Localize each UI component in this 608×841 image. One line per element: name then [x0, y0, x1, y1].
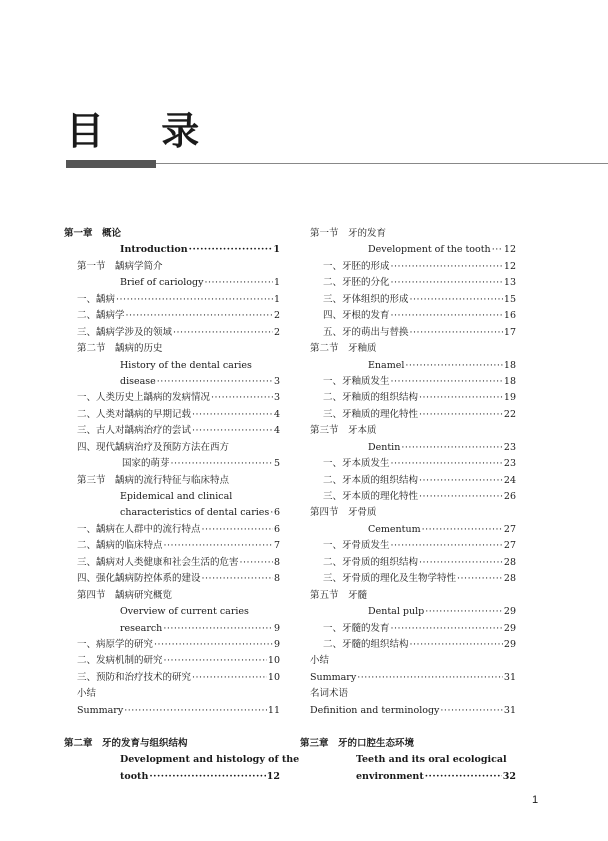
toc-entry-title: 第二节 牙釉质: [310, 343, 377, 355]
toc-entry-title: Summary: [310, 671, 357, 683]
toc-entry-title: environment: [356, 770, 424, 782]
dot-leader: [126, 308, 273, 324]
dot-leader: [410, 292, 503, 308]
toc-entry-page: 27: [503, 523, 516, 535]
toc-entry[interactable]: [64, 752, 300, 768]
toc-entry-title: disease: [120, 375, 156, 387]
toc-entry-title: 二、牙骨质的组织结构: [323, 556, 419, 568]
dot-leader: [189, 242, 273, 258]
toc-entry-title: 三、古人对龋病治疗的尝试: [77, 425, 192, 437]
toc-entry-title: 三、龋病对人类健康和社会生活的危害: [77, 556, 239, 568]
dot-leader: [419, 390, 503, 406]
dot-leader: [425, 604, 503, 620]
toc-entry-page: 1: [273, 293, 280, 305]
toc-entry-title: 一、病原学的研究: [77, 638, 154, 650]
toc-entry[interactable]: [310, 588, 516, 604]
dot-leader: [149, 769, 265, 785]
toc-entry[interactable]: [64, 588, 280, 604]
toc-entry-page: 18: [503, 359, 516, 371]
dot-leader: [116, 292, 273, 308]
dot-leader: [211, 390, 273, 406]
toc-entry-title: 名词术语: [310, 688, 349, 700]
toc-entry[interactable]: [310, 226, 516, 242]
toc-entry-title: Development and histology of the: [120, 754, 300, 766]
toc-entry-title: 五、牙的萌出与替换: [323, 326, 409, 338]
dot-leader: [391, 275, 503, 291]
toc-entry-page: 26: [503, 491, 516, 502]
toc-entry-title: 一、龋病: [77, 293, 116, 305]
toc-entry-title: Dentin: [368, 441, 401, 453]
toc-entry-page: 15: [503, 293, 516, 305]
toc-entry-page: 9: [273, 622, 280, 634]
toc-entry-title: 二、牙本质的组织结构: [323, 474, 419, 486]
toc-entry-title: 一、牙胚的形成: [323, 260, 390, 272]
toc-entry-title: 四、现代龋病治疗及预防方法在西方: [77, 441, 230, 453]
toc-entry[interactable]: [64, 242, 280, 258]
toc-entry-title: Introduction: [120, 244, 188, 256]
toc-entry-page: 5: [273, 458, 280, 470]
toc-entry[interactable]: [310, 407, 516, 423]
toc-entry-title: 第一节 牙的发育: [310, 228, 387, 239]
toc-entry-page: 23: [503, 458, 516, 470]
toc-entry[interactable]: [64, 571, 280, 587]
dot-leader: [391, 456, 503, 472]
toc-entry-page: 29: [503, 638, 516, 650]
toc-entry-page: 13: [503, 277, 516, 289]
toc-entry-title: 一、牙本质发生: [323, 458, 390, 470]
toc-entry[interactable]: [64, 686, 280, 702]
toc-entry-title: 一、人类历史上龋病的发病情况: [77, 392, 211, 404]
toc-entry-page: 3: [273, 392, 280, 404]
toc-entry[interactable]: [310, 275, 516, 291]
dot-leader: [192, 670, 267, 686]
toc-entry-page: 3: [273, 375, 280, 387]
dot-leader: [401, 440, 503, 456]
dot-leader: [391, 308, 503, 324]
toc-right-column: [310, 226, 516, 719]
toc-entry[interactable]: [310, 390, 516, 406]
dot-leader: [391, 538, 503, 554]
toc-entry-title: 第四节 龋病研究概览: [77, 589, 173, 601]
toc-entry-title: 小结: [310, 655, 330, 667]
toc-entry[interactable]: [310, 621, 516, 637]
toc-entry[interactable]: [64, 769, 280, 785]
dot-leader: [440, 703, 503, 719]
toc-entry[interactable]: [64, 226, 280, 242]
toc-entry-page: 10: [267, 671, 280, 683]
dot-leader: [192, 423, 273, 439]
toc-entry-title: 一、龋病在人群中的流行特点: [77, 523, 201, 535]
dot-leader: [173, 325, 273, 341]
toc-entry-page: 31: [503, 671, 516, 683]
toc-entry-title: Cementum: [368, 523, 421, 535]
toc-entry[interactable]: [64, 374, 280, 390]
dot-leader: [154, 637, 273, 653]
toc-entry-page: 28: [503, 556, 516, 568]
toc-entry[interactable]: [64, 407, 280, 423]
toc-entry-title: 一、牙釉质发生: [323, 375, 390, 387]
toc-entry[interactable]: [64, 653, 280, 669]
dot-leader: [405, 358, 503, 374]
toc-entry-page: 27: [503, 540, 516, 552]
toc-entry[interactable]: [64, 604, 280, 620]
toc-entry-title: 第二节 龋病的历史: [77, 343, 163, 355]
toc-entry-page: 9: [273, 638, 280, 650]
toc-entry[interactable]: [64, 670, 280, 686]
toc-entry[interactable]: [310, 374, 516, 390]
toc-entry-title: 三、牙釉质的理化特性: [323, 408, 419, 420]
dot-leader: [204, 275, 272, 291]
toc-entry-page: 6: [273, 523, 280, 535]
toc-entry-title: 第四节 牙骨质: [310, 507, 377, 519]
toc-entry-page: 8: [273, 573, 280, 585]
toc-entry[interactable]: [310, 358, 516, 374]
toc-entry-page: 12: [503, 260, 516, 272]
toc-entry-title: 二、牙釉质的组织结构: [323, 392, 419, 404]
toc-entry[interactable]: [64, 538, 280, 554]
toc-title: 目 录: [66, 108, 222, 153]
toc-entry-page: 1: [273, 277, 280, 289]
toc-entry-title: 三、牙体组织的形成: [323, 293, 409, 305]
dot-leader: [202, 571, 273, 587]
toc-entry[interactable]: [310, 489, 516, 505]
toc-entry-page: 12: [266, 770, 280, 782]
toc-entry-page: 1: [273, 244, 280, 256]
toc-entry[interactable]: [64, 637, 280, 653]
toc-entry-title: History of the dental caries: [120, 359, 252, 371]
toc-entry[interactable]: [64, 358, 280, 374]
toc-entry-page: 31: [503, 704, 516, 716]
toc-entry[interactable]: [64, 275, 280, 291]
toc-entry-page: 19: [503, 392, 516, 404]
toc-entry[interactable]: [64, 325, 280, 341]
title-rule-thin: [156, 163, 608, 164]
toc-entry[interactable]: [310, 440, 516, 456]
toc-entry[interactable]: [310, 653, 516, 669]
toc-entry[interactable]: [310, 686, 516, 702]
toc-entry-title: 第一节 龋病学简介: [77, 260, 163, 272]
toc-entry[interactable]: [310, 670, 516, 686]
toc-entry-page: 4: [273, 425, 280, 437]
toc-entry[interactable]: [310, 423, 516, 439]
toc-entry-page: 29: [503, 622, 516, 634]
toc-entry-page: 6: [273, 507, 280, 519]
toc-entry[interactable]: [310, 308, 516, 324]
toc-entry-page: 12: [503, 244, 516, 256]
toc-entry-title: 二、发病机制的研究: [77, 655, 163, 667]
dot-leader: [157, 374, 273, 390]
toc-entry-title: 三、牙骨质的理化及生物学特性: [323, 573, 457, 585]
toc-entry-title: 三、龋病学涉及的领域: [77, 326, 173, 338]
toc-entry[interactable]: [64, 555, 280, 571]
toc-entry-title: Summary: [77, 704, 124, 716]
toc-entry[interactable]: [64, 505, 280, 521]
toc-entry-title: Epidemical and clinical: [120, 491, 233, 502]
dot-leader: [457, 571, 503, 587]
title-rule-thick: [66, 160, 156, 168]
dot-leader: [171, 456, 273, 472]
toc-entry[interactable]: [310, 555, 516, 571]
toc-entry-page: 32: [502, 770, 516, 782]
toc-entry-page: 24: [503, 474, 516, 486]
toc-entry-title: research: [120, 622, 163, 634]
toc-entry-title: characteristics of dental caries: [120, 507, 270, 519]
toc-entry[interactable]: [310, 538, 516, 554]
toc-left-column: [64, 226, 280, 719]
toc-entry-page: 10: [267, 655, 280, 667]
dot-leader: [192, 407, 273, 423]
toc-entry[interactable]: [300, 752, 516, 768]
toc-entry-title: 第五节 牙髓: [310, 589, 368, 601]
toc-entry-title: Dental pulp: [368, 606, 425, 618]
dot-leader: [357, 670, 503, 686]
dot-leader: [422, 522, 503, 538]
toc-chapter-3: [300, 736, 516, 785]
toc-entry[interactable]: [64, 308, 280, 324]
toc-entry[interactable]: [64, 489, 280, 505]
toc-entry[interactable]: [310, 456, 516, 472]
dot-leader: [202, 522, 273, 538]
dot-leader: [410, 325, 503, 341]
toc-entry[interactable]: [310, 522, 516, 538]
toc-entry[interactable]: [64, 341, 280, 357]
dot-leader: [419, 555, 503, 571]
toc-entry-title: 小结: [77, 688, 97, 700]
toc-entry-title: 四、牙根的发育: [323, 310, 390, 322]
toc-entry-title: 国家的萌芽: [122, 458, 170, 470]
toc-entry[interactable]: [64, 390, 280, 406]
dot-leader: [391, 259, 503, 275]
toc-entry[interactable]: [300, 736, 516, 752]
toc-entry[interactable]: [64, 736, 280, 752]
toc-entry-page: 2: [273, 310, 280, 322]
toc-entry-page: 28: [503, 573, 516, 585]
toc-entry-page: 17: [503, 326, 516, 338]
dot-leader: [164, 538, 273, 554]
toc-entry-title: 二、人类对龋病的早期记载: [77, 408, 192, 420]
toc-entry[interactable]: [64, 456, 280, 472]
toc-entry-page: 8: [273, 556, 280, 568]
toc-entry[interactable]: [310, 292, 516, 308]
dot-leader: [391, 621, 503, 637]
dot-leader: [419, 407, 503, 423]
toc-entry[interactable]: [64, 703, 280, 719]
toc-entry-title: 第三节 龋病的流行特征与临床特点: [77, 474, 230, 486]
toc-entry-title: 二、牙胚的分化: [323, 277, 390, 289]
dot-leader: [419, 489, 503, 505]
dot-leader: [163, 621, 273, 637]
toc-entry-title: 第三章 牙的口腔生态环境: [300, 738, 415, 749]
dot-leader: [492, 242, 503, 258]
toc-entry-title: 第三节 牙本质: [310, 425, 377, 437]
toc-entry-title: 第一章 概论: [64, 228, 122, 239]
toc-chapter-2: [64, 736, 300, 785]
toc-entry-page: 16: [503, 310, 516, 322]
toc-entry[interactable]: [310, 604, 516, 620]
dot-leader: [425, 769, 502, 785]
toc-entry-title: 二、龋病的临床特点: [77, 540, 163, 552]
toc-entry-page: 4: [273, 408, 280, 420]
toc-entry-page: 18: [503, 375, 516, 387]
toc-entry-title: Overview of current caries: [120, 606, 249, 618]
toc-entry-title: 二、龋病学: [77, 310, 125, 322]
toc-entry-title: 三、预防和治疗技术的研究: [77, 671, 192, 683]
toc-entry[interactable]: [310, 242, 516, 258]
toc-entry-title: Teeth and its oral ecological: [356, 754, 507, 766]
dot-leader: [164, 653, 267, 669]
dot-leader: [124, 703, 267, 719]
toc-entry[interactable]: [64, 292, 280, 308]
toc-entry-title: 第二章 牙的发育与组织结构: [64, 738, 188, 749]
dot-leader: [270, 505, 273, 521]
dot-leader: [410, 637, 503, 653]
toc-entry[interactable]: [310, 473, 516, 489]
toc-entry-title: Definition and terminology: [310, 704, 440, 716]
dot-leader: [391, 374, 503, 390]
toc-entry-title: Development of the tooth: [368, 244, 491, 256]
toc-entry-page: 11: [267, 704, 280, 716]
toc-entry-title: 一、牙髓的发育: [323, 622, 390, 634]
toc-entry-title: 一、牙骨质发生: [323, 540, 390, 552]
toc-entry[interactable]: [64, 259, 280, 275]
toc-entry[interactable]: [64, 473, 280, 489]
toc-entry-title: Enamel: [368, 359, 405, 371]
dot-leader: [419, 473, 503, 489]
toc-entry[interactable]: [64, 440, 280, 456]
toc-entry[interactable]: [64, 522, 280, 538]
toc-entry-page: 22: [503, 408, 516, 420]
toc-entry-page: 23: [503, 441, 516, 453]
toc-entry[interactable]: [310, 571, 516, 587]
toc-entry-title: tooth: [120, 770, 149, 782]
toc-entry[interactable]: [310, 341, 516, 357]
toc-entry[interactable]: [64, 423, 280, 439]
page-number: 1: [532, 794, 539, 806]
toc-entry[interactable]: [64, 621, 280, 637]
toc-entry-page: 29: [503, 606, 516, 618]
toc-entry[interactable]: [310, 637, 516, 653]
toc-entry[interactable]: [310, 703, 516, 719]
toc-entry[interactable]: [310, 505, 516, 521]
toc-entry-title: 四、强化龋病防控体系的建设: [77, 573, 201, 585]
toc-entry-title: Brief of cariology: [120, 277, 204, 289]
toc-entry-page: 2: [273, 326, 280, 338]
dot-leader: [240, 555, 273, 571]
toc-entry-title: 二、牙髓的组织结构: [323, 638, 409, 650]
toc-entry[interactable]: [310, 325, 516, 341]
toc-entry[interactable]: [310, 259, 516, 275]
toc-entry[interactable]: [300, 769, 516, 785]
toc-entry-title: 三、牙本质的理化特性: [323, 491, 419, 502]
toc-entry-page: 7: [273, 540, 280, 552]
